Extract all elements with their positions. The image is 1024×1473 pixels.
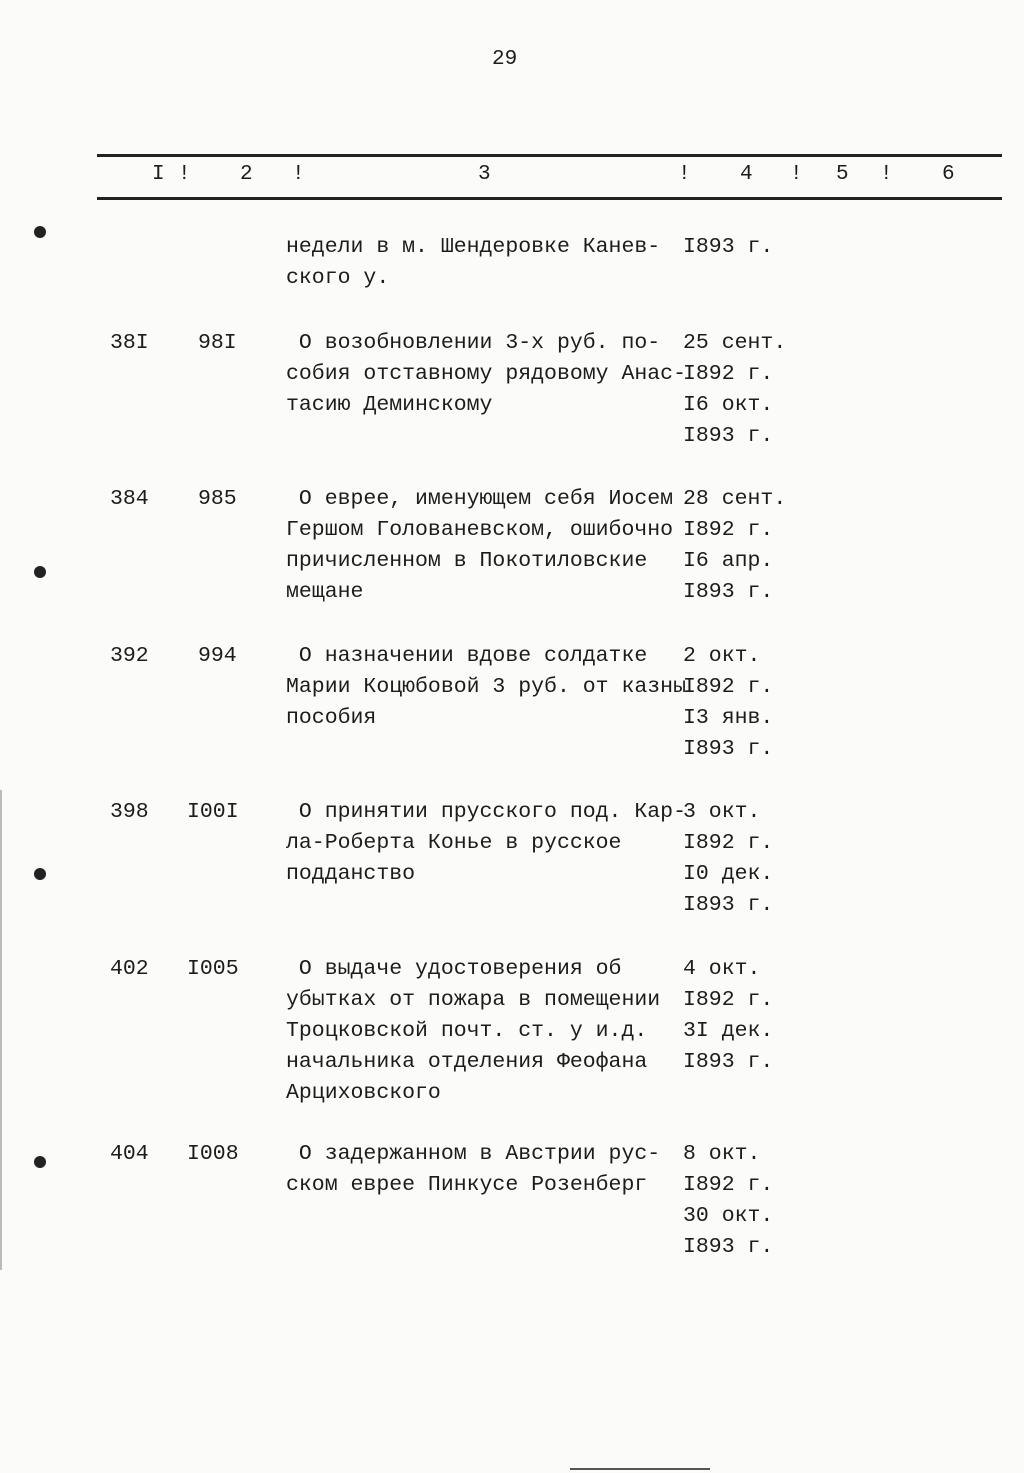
column-header: 5 [836, 163, 849, 186]
date-line: I892 г. [683, 362, 774, 386]
description-line: начальника отделения Феофана [286, 1050, 648, 1074]
dates [683, 797, 773, 921]
punch-hole-mark [34, 1156, 46, 1168]
page-number: 29 [492, 48, 518, 71]
date-line: I892 г. [683, 831, 774, 855]
date-line: I3 янв. [683, 706, 774, 730]
case-number: 985 [198, 487, 237, 511]
date-line: I892 г. [683, 675, 774, 699]
date-line: I893 г. [683, 893, 774, 917]
date-line: 30 окт. [683, 1204, 774, 1228]
description-line: ского у. [286, 266, 390, 290]
column-separator: ! [178, 163, 191, 186]
case-number: 994 [198, 644, 237, 668]
description-line: подданство [286, 862, 416, 886]
column-header: 2 [240, 163, 253, 186]
column-header: 6 [942, 163, 955, 186]
dates [683, 484, 786, 608]
column-header: 4 [740, 163, 753, 186]
description [286, 232, 660, 294]
date-line: I6 окт. [683, 393, 774, 417]
date-line: 3I дек. [683, 1019, 774, 1043]
description-line: причисленном в Покотиловские [286, 549, 648, 573]
date-line: I893 г. [683, 1050, 774, 1074]
date-line: I892 г. [683, 518, 774, 542]
description [286, 328, 686, 421]
dates [683, 1139, 773, 1263]
date-line: I893 г. [683, 580, 774, 604]
row-number: 38I [110, 331, 149, 355]
description-line: Троцковской почт. ст. у и.д. [286, 1019, 648, 1043]
page-edge-shadow [0, 790, 2, 1270]
date-line: I892 г. [683, 1173, 774, 1197]
dates [683, 232, 773, 263]
punch-hole-mark [34, 868, 46, 880]
description-line: О задержанном в Австрии рус- [286, 1142, 661, 1166]
column-separator: ! [880, 163, 893, 186]
column-header: 3 [478, 163, 491, 186]
row-number: 398 [110, 800, 149, 824]
description [286, 1139, 660, 1201]
column-separator: ! [790, 163, 803, 186]
description-line: ла-Роберта Конье в русское [286, 831, 622, 855]
description-line: О назначении вдове солдатке [286, 644, 648, 668]
date-line: 2 окт. [683, 644, 761, 668]
dates [683, 954, 773, 1078]
date-line: 25 сент. [683, 331, 787, 355]
description-line: пособия [286, 706, 377, 730]
date-line: I893 г. [683, 424, 774, 448]
description-line: О возобновлении 3-х руб. по- [286, 331, 661, 355]
case-number: 98I [198, 331, 237, 355]
description-line: Гершом Голованевском, ошибочно [286, 518, 674, 542]
date-line: 8 окт. [683, 1142, 761, 1166]
description [286, 641, 686, 734]
description-line: О выдаче удостоверения об [286, 957, 622, 981]
date-line: 4 окт. [683, 957, 761, 981]
date-line: I893 г. [683, 737, 774, 761]
row-number: 404 [110, 1142, 149, 1166]
dates [683, 641, 773, 765]
description-line: ском еврее Пинкусе Розенберг [286, 1173, 648, 1197]
description [286, 954, 660, 1109]
description [286, 484, 673, 608]
table-header-top-rule [97, 154, 1002, 157]
row-number: 384 [110, 487, 149, 511]
description-line: мещане [286, 580, 364, 604]
description-line: Марии Коцюбовой 3 руб. от казны [286, 675, 686, 699]
bottom-rule [570, 1468, 710, 1470]
row-number: 402 [110, 957, 149, 981]
column-header: I [152, 163, 165, 186]
description-line: О принятии прусского под. Кар- [286, 800, 686, 824]
case-number: I00I [187, 800, 239, 824]
date-line: I0 дек. [683, 862, 774, 886]
case-number: I005 [187, 957, 239, 981]
description-line: Арциховского [286, 1081, 441, 1105]
description-line: О еврее, именующем себя Иосем [286, 487, 674, 511]
date-line: I6 апр. [683, 549, 774, 573]
date-line: I893 г. [683, 235, 774, 259]
punch-hole-mark [34, 566, 46, 578]
case-number: I008 [187, 1142, 239, 1166]
punch-hole-mark [34, 226, 46, 238]
description [286, 797, 686, 890]
column-separator: ! [292, 163, 305, 186]
date-line: 3 окт. [683, 800, 761, 824]
table-header-bottom-rule [97, 197, 1002, 200]
description-line: собия отставному рядовому Анас- [286, 362, 686, 386]
description-line: убытках от пожара в помещении [286, 988, 661, 1012]
description-line: недели в м. Шендеровке Канев- [286, 235, 661, 259]
column-separator: ! [678, 163, 691, 186]
row-number: 392 [110, 644, 149, 668]
date-line: I892 г. [683, 988, 774, 1012]
dates [683, 328, 786, 452]
description-line: тасию Деминскому [286, 393, 493, 417]
date-line: I893 г. [683, 1235, 774, 1259]
date-line: 28 сент. [683, 487, 787, 511]
